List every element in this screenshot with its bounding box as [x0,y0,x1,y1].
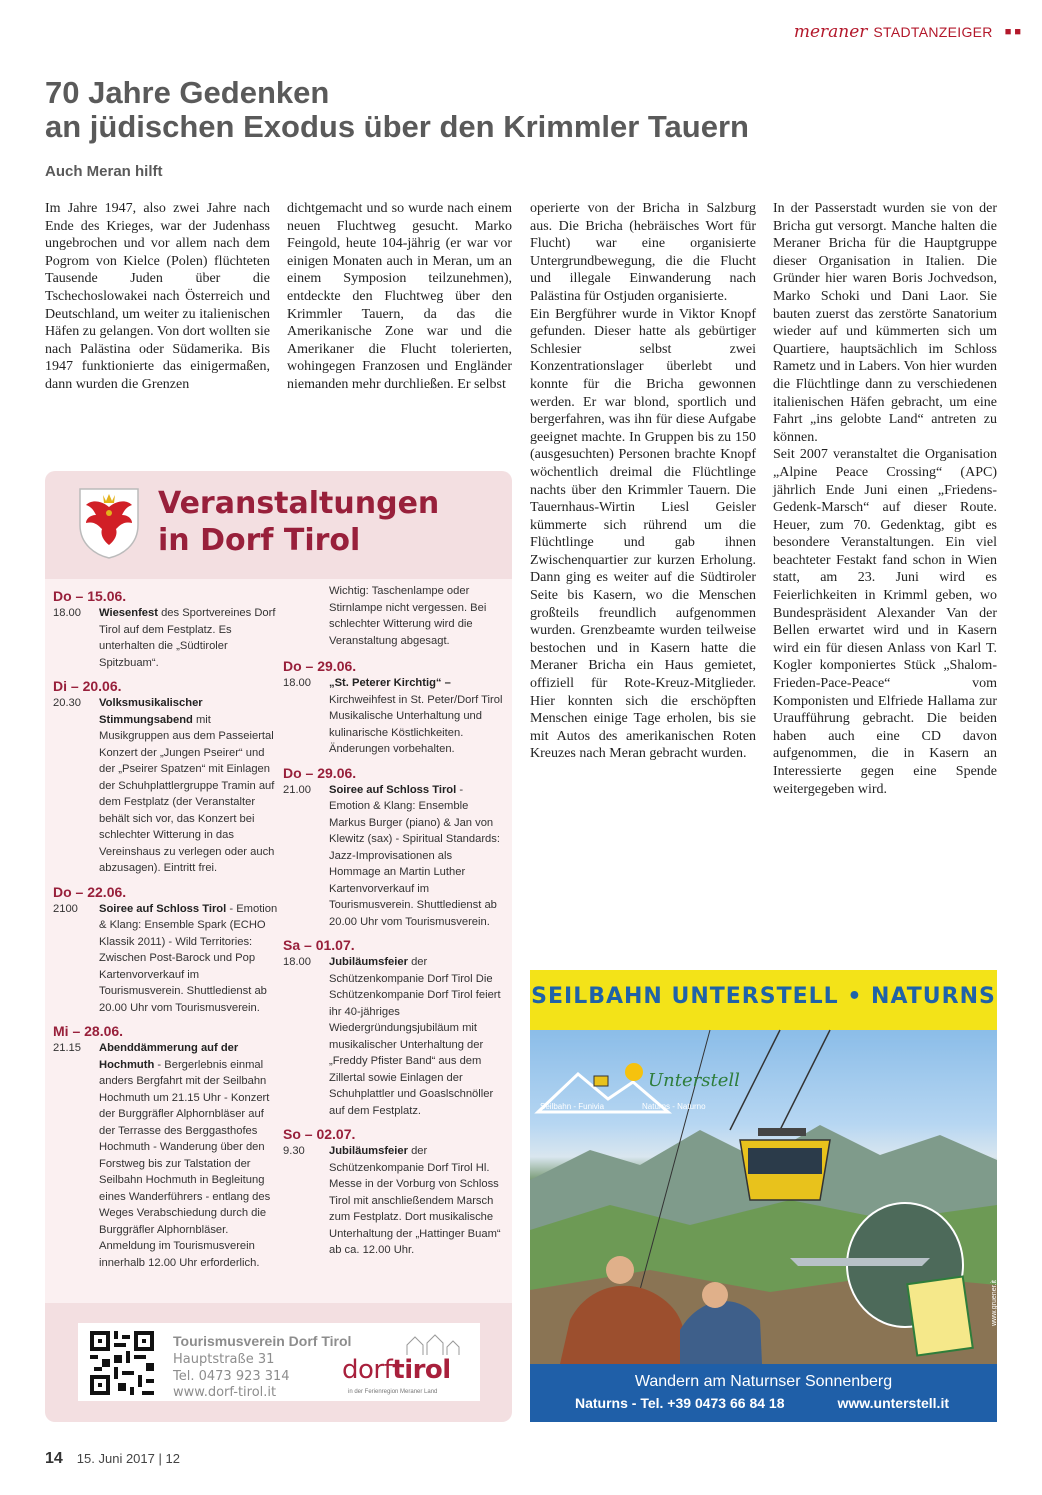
event-text: der Schützenkompanie Dorf Tirol Hl. Messe in der Vorburg von Schloss Tirol mit anschließendem Marsch zum Festplatz. Dort musikalische Unterhaltung der „Hattinger Buam“ ab ca. 12.00 Uhr. [329,1145,501,1256]
ad-brand-sub2: Naturns - Naturno [642,1102,706,1111]
event-desc [99,1040,278,1271]
event-text: - Emotion & Klang: Ensemble Spark (ECHO Klassik 2011) - Wild Territories: Zwischen Post-Barock und Pop Kartenvorverkauf im Tourismusverein. Shuttledienst ab 20.00 Uhr vom Tourismusverein. [99,902,278,1014]
tyrol-crest-icon [78,485,140,559]
event-item [283,675,505,758]
tourism-name: Tourismusverein Dorf Tirol [173,1333,352,1349]
headline-line2: an jüdischen Exodus über den Krimmler Tauern [45,109,749,144]
event-desc [99,605,278,671]
ad-credit: www.gruener.it [991,1280,998,1326]
event-time: 21.15 [53,1042,81,1054]
qr-code-icon[interactable] [90,1331,154,1395]
event-desc [329,675,505,758]
event-day: Do – 22.06. [53,883,127,900]
event-day: Do – 29.06. [283,658,357,674]
event-note: Wichtig: Taschenlampe oder Stirnlampe nicht vergessen. Bei schlechter Witterung wird die Veranstaltung abgesagt. [329,585,487,647]
event-desc [99,695,278,877]
event-item [283,954,505,1119]
dorf-tirol-logo [342,1355,451,1385]
event-title: Soiree auf Schloss Tirol [329,783,457,796]
event-item [53,901,278,1017]
tourism-address: Hauptstraße 31 [173,1352,275,1367]
article-column-3 [530,200,756,763]
event-time: 18.00 [283,677,311,689]
page-number: 14 [45,1450,63,1467]
masthead [794,22,1024,42]
event-day: Mi – 28.06. [53,1023,124,1039]
masthead-paper: STADTANZEIGER [873,24,993,40]
event-item [283,1143,505,1259]
event-title: „St. Peterer Kirchtig“ – [329,677,451,689]
article-subtitle: Auch Meran hilft [45,163,163,180]
masthead-dots-icon: ■■ [1004,26,1024,38]
advertisement-seilbahn[interactable] [530,970,997,1422]
ad-photo [530,1030,997,1364]
event-text: der Schützenkompanie Dorf Tirol Die Schützenkompanie Dorf Tirol feiert ihr 40-jähriges Wiedergründungsjubiläum mit musikalischer Unterhaltung der „Freddy Pfister Band“ aus dem Zillertal sowie Einlagen der Schuhplattler und Goaslschnöller auf dem Festplatz. [329,956,501,1117]
article-column-1 [45,200,270,394]
article-column-2 [287,200,512,394]
logo-tirol: tirol [392,1355,451,1385]
events-title [158,485,488,559]
column-2-text: dichtgemacht und so wurde nach einem neuen Fluchtweg gesucht. Marko Feingold, heute 104-jährig (er war vor einigen Monaten auch in Meran, um an einem Symposion teilzunehmen), entdeckte den Fluchtweg über den Krimmler Tauern, da das die Amerikanische Zone war und die Amerikaner die Flucht tolerierten, wohingegen Franzosen und Engländer niemanden mehr durchließen. Er selbst [287,201,512,392]
ad-brand-sub1: Seilbahn - Funivia [540,1102,605,1111]
event-day: Do – 29.06. [283,764,357,781]
column-3-paragraph-2: Ein Bergführer wurde in Viktor Knopf gefunden. Dieser hatte als gebürtiger Schlesier selbst zwei Konzentrationslager überlebt und konnte für die Bricha gewonnen werden. Er war blond, sportlich und bergerfahren, was ihn für diese Aufgabe geeignet machte. In Gruppen bis zu 150 (ausgesuchten) Personen brachte Knopf wöchentlich dreimal die Flüchtlinge nachts über den Krimmler Tauern. Die Tauernhaus-Wirtin Liesl Geisler kümmerte sich rührend um die Flüchtlinge und gab ihnen Zwischenquartier zur kurzen Erholung. Dann ging es weiter auf die Südtiroler Seite bis Kasern, wo die Menschen großteils freundlich aufgenommen wurden. Grenzbeamte wurden teilweise bestochen und in Kasern hatte die Meraner Bricha ein Haus gemietet, offiziell für Rote-Kreuz-Mitglieder. Hier konnten sich die erschöpften Menschen einige Tage erholen, bis sie mit Autos des amerikanischen Roten Kreuzes nach Meran gebracht wurden. [530,306,756,762]
event-title: Jubiläumsfeier [329,956,408,968]
page-footer [45,1450,180,1468]
event-desc [329,782,505,931]
issue-date: 15. Juni 2017 | 12 [76,1451,180,1466]
event-text: mit Musikgruppen aus dem Passeiertal Konzert der „Jungen Pseirer“ und der „Pseirer Spatzen“ mit Einlagen der Schuhplattlergruppe Tramin auf dem Festplatz (der Veranstalter behält sich vor, das Konzert bei schlechter Witterung in das Vereinshaus zu verlegen oder auch abzusagen). Eintritt frei. [99,713,275,874]
headline-line1: 70 Jahre Gedenken [45,75,330,110]
ad-tagline: Wandern am Naturnser Sonnenberg [634,1373,893,1390]
event-desc [329,1143,505,1259]
event-title: Jubiläumsfeier [329,1145,408,1157]
events-column-right [283,583,505,1259]
event-text: des Sportvereines Dorf Tirol auf dem Festplatz. Es unterhalten die „Südtiroler Spitzbuam“. [99,607,276,669]
ad-footer [530,1364,997,1422]
event-day: Sa – 01.07. [283,937,355,953]
events-title-line1: Veranstaltungen [158,486,440,521]
ad-phone: Naturns - Tel. +39 0473 66 84 18 [575,1395,785,1411]
tourism-phone: Tel. 0473 923 314 [173,1369,290,1384]
event-title: Wiesenfest [99,607,158,619]
event-item [53,695,278,877]
ad-brand: Unterstell [648,1070,740,1091]
ad-header [530,970,997,1030]
column-4-paragraph-1: In der Passerstadt wurden sie von der Bricha gut versorgt. Manche halten die Meraner Bricha für die Hauptgruppe dieser Organisation in Italien. Die Gründer hier waren Boris Jochvedson, Marko Schoki und Dani Laor. Sie bauten zuerst das zerstörte Sanatorium wieder auf und kümmerten sich um Quartiere, hauptsächlich im Schloss Rametz und in Labers. Von hier wurden die Flüchtlinge dann zu verschiedenen italienischen Häfen gebracht, um eine Fahrt „ins gelobte Land“ antreten zu können. [773,201,997,445]
column-1-text: Im Jahre 1947, also zwei Jahre nach Ende des Krieges, war der Judenhass ungebrochen und vor allem nach dem Pogrom von Kielce (Polen) flüchteten Tausende Juden über die Tschechoslowakei nach Österreich und Deutschland, um weiter zu italienischen Häfen zu gelangen. Von dort wollten sie nach Palästina oder Südamerika. Bis 1947 funktionierte das einigermaßen, dann wurden die Grenzen [45,201,270,392]
events-title-line2: in Dorf Tirol [158,523,361,558]
event-text: - Emotion & Klang: Ensemble Markus Burger (piano) & Jan von Klewitz (sax) - Spiritual Standards: Jazz-Improvisationen als Hommage an Martin Luther Kartenvorverkauf im Tourismusverein. Shuttledienst ab 20.00 Uhr vom Tourismusverein. [329,783,500,928]
event-item [53,605,278,671]
houses-icon [403,1333,463,1357]
event-title: Abenddämmerung auf der Hochmuth [99,1042,239,1071]
event-time: 9.30 [283,1145,305,1157]
events-column-left [53,587,278,1271]
event-text: Kirchweihfest in St. Peter/Dorf Tirol Musikalische Unterhaltung und kulinarische Köstlichkeiten. Änderungen vorbehalten. [329,693,503,755]
event-time: 21.00 [283,783,311,796]
event-desc [329,954,505,1119]
logo-dorf: dorf [342,1355,393,1385]
event-day: So – 02.07. [283,1126,356,1142]
event-item [283,782,505,931]
event-day: Di – 20.06. [53,678,122,694]
article-headline [45,76,1005,144]
event-title: Volksmusikalischer Stimmungsabend [99,697,203,726]
column-4-paragraph-2: Seit 2007 veranstaltet die Organisation „Alpine Peace Crossing“ (APC) jährlich Ende Juni einen „Friedens-Gedenk-Marsch“ auf dieser Route. Heuer, zum 70. Gedenktag, gibt es besondere Veranstaltungen. Ein viel beachteter Festakt fand schon in Wien statt, am 23. Juni wird es Feierlichkeiten in Krimml geben, wo Bundespräsident Alexander Van der Bellen erwartet wird und in Kasern wird ein für diesen Anlass von Karl T. Kogler komponiertes Stück „Shalom-Frieden-Pace-Peace“ vom Komponisten und Elfriede Hallama zur Uraufführung gebracht. Die beiden haben auch eine CD davon aufgenommen, die in Kasern an Interessierte gegen eine Spende weitergegeben wird. [773,447,997,797]
event-time: 2100 [53,902,78,915]
events-box [45,471,512,1422]
event-item [53,1040,278,1271]
article-column-4 [773,200,997,798]
event-title: Soiree auf Schloss Tirol [99,902,227,915]
ad-title: SEILBAHN UNTERSTELL • NATURNS [531,984,996,1009]
ad-website[interactable]: www.unterstell.it [837,1395,949,1411]
event-time: 18.00 [283,956,311,968]
logo-subtitle: in der Ferienregion Meraner Land [348,1389,438,1395]
masthead-brand: meraner [793,22,868,42]
event-text: - Bergerlebnis einmal anders Bergfahrt mit der Seilbahn Hochmuth um 21.15 Uhr - Konzert der Burggräfler Alphornbläser auf der Terrasse des Berggasthofes Hochmuth - Wanderung über den Forstweg bis zur Talstation der Seilbahn Hochmuth in Begleitung eines Wanderführers - entlang des Weges Verabschiedung durch die Burggräfler Alphornbläser. Anmeldung im Tourismusverein innerhalb 12.00 Uhr erforderlich. [99,1058,271,1269]
column-3-paragraph-1: operierte von der Bricha in Salzburg aus. Die Bricha (hebräisches Wort für Flucht) war eine organisierte Untergrundbewegung, die die Flucht und illegale Einwanderung nach Palästina für Ostjuden organisierte. [530,201,756,304]
event-time: 18.00 [53,607,81,619]
event-day: Do – 15.06. [53,588,127,604]
tourism-contact-card [78,1323,480,1401]
events-listing [45,579,512,1303]
tourism-website[interactable]: www.dorf-tirol.it [173,1385,277,1400]
event-time: 20.30 [53,697,81,709]
event-desc [99,901,278,1017]
